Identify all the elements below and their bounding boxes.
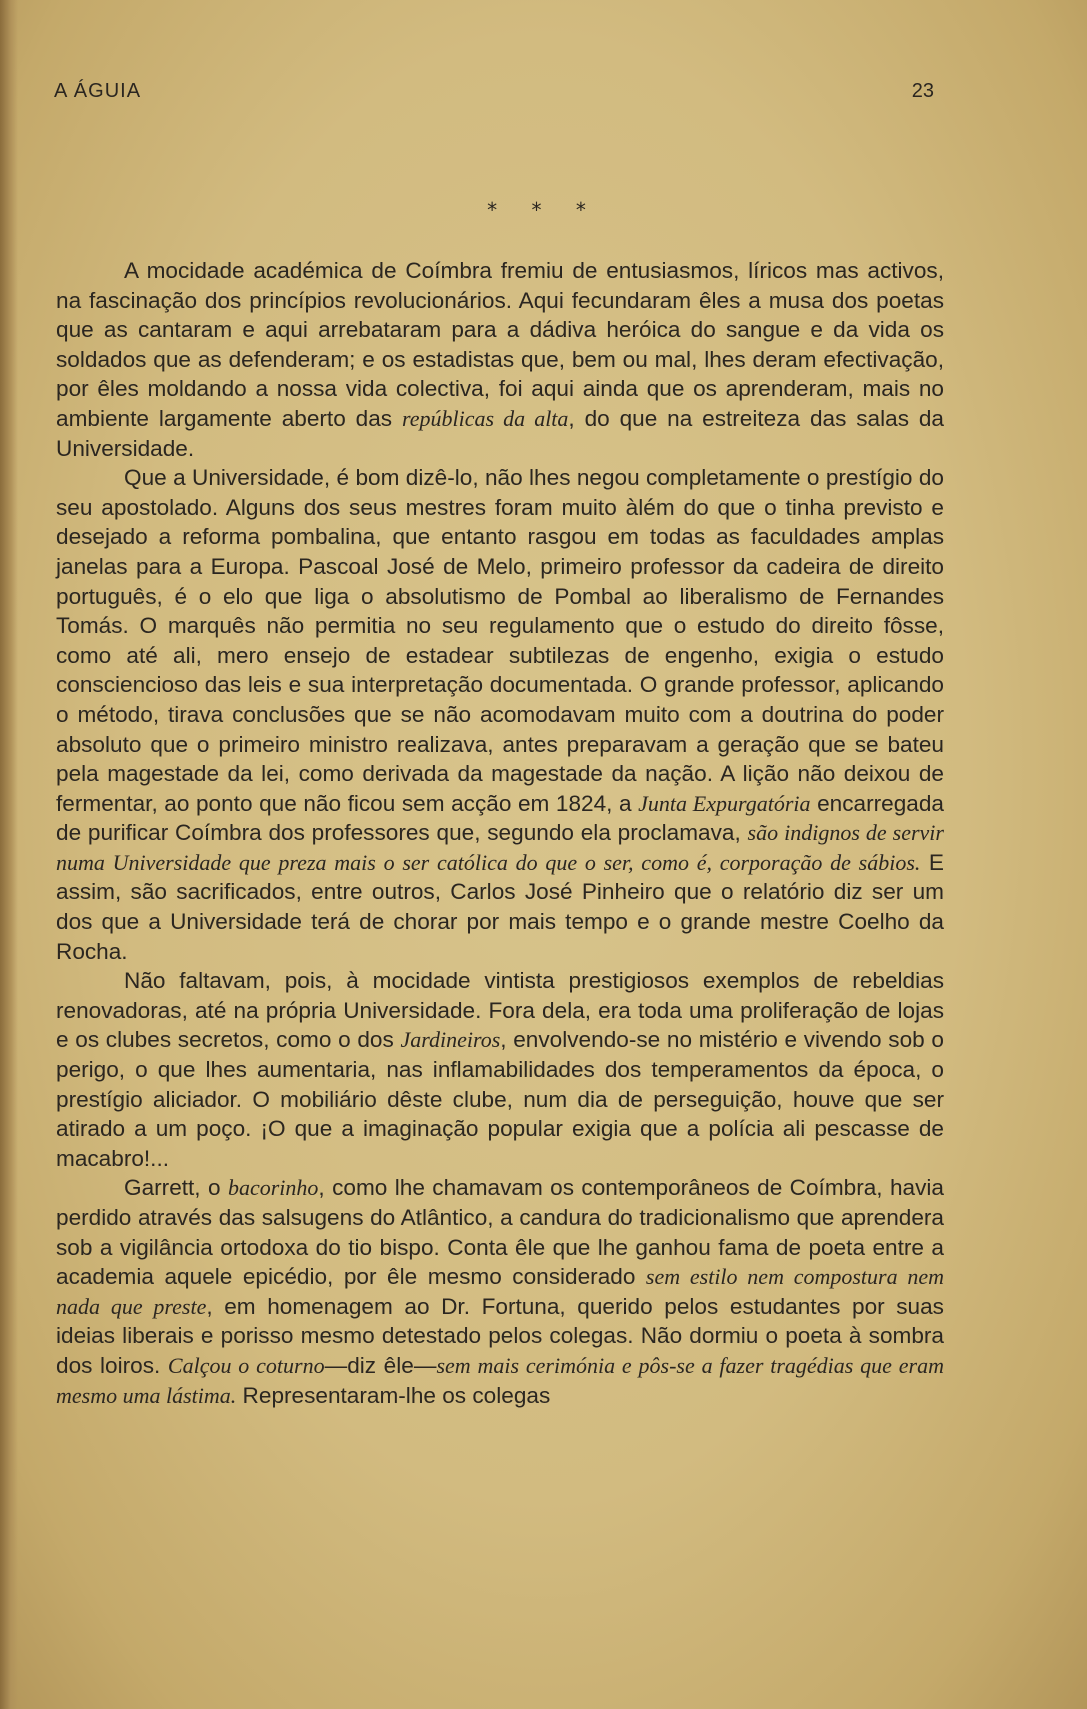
text-run: , em homenagem ao Dr. Fortuna, querido pelos estudantes por suas ideias liberais e porisso mesmo detestado pelos colegas. Não dormiu o poeta à sombra dos loiros.	[56, 1293, 944, 1378]
paragraph	[56, 463, 944, 966]
text-run: Garrett, o	[124, 1175, 228, 1201]
text-run: , como lhe chamavam os contemporâneos de Coímbra, havia perdido através das salsugens do Atlântico, a candura do tradicionalismo que aprendera sob a vigilância ortodoxa do tio bispo. Conta êle que lhe ganhou fama de poeta entre a academia aquele epicédio, por êle mesmo considerado	[56, 1175, 944, 1290]
paragraph	[56, 256, 944, 463]
text-run: —diz êle—	[324, 1352, 437, 1378]
page-binding-edge	[0, 0, 18, 1709]
body-text	[56, 256, 944, 1410]
paragraph	[56, 1173, 944, 1410]
italic-run: sem estilo nem compostura nem nada que preste	[56, 1264, 944, 1319]
text-run: encarregada de purificar Coímbra dos professores que, segundo ela proclamava,	[56, 790, 944, 846]
italic-run: repúblicas da alta	[401, 405, 569, 431]
page-number: 23	[911, 80, 934, 102]
section-separator: * * *	[487, 198, 600, 222]
text-run: Que a Universidade, é bom dizê-lo, não lhes negou completamente o prestígio do seu apostolado. Alguns dos seus mestres foram muito àlém do que o tinha previsto e desejado a reforma pombalina, que entanto rasgou em todas as faculdades amplas janelas para a Europa. Pascoal José de Melo, primeiro professor da cadeira de direito português, é o elo que liga o absolutismo de Pombal ao liberalismo de Fernandes Tomás. O marquês não permitia no seu regulamento que o estudo do direito fôsse, como até ali, mero ensejo de estadear subtilezas de engenho, exigia o estudo consciencioso das leis e sua interpretação documentada. O grande professor, aplicando o método, tirava conclusões que se não acomodavam muito com a doutrina do poder absoluto que o primeiro ministro realizava, antes preparavam a geração que se bateu pela magestade da lei, como derivada da magestade da nação. A lição não deixou de fermentar, ao ponto que não ficou sem acção em 1824, a	[56, 465, 944, 816]
italic-run: sem mais cerimónia e pôs-se a fazer tragédias que eram mesmo uma lástima.	[56, 1352, 944, 1408]
text-run: E assim, são sacrificados, entre outros, Carlos José Pinheiro que o relatório diz ser um dos que a Universidade terá de chorar por mais tempo e o grande mestre Coelho da Rocha.	[56, 849, 944, 964]
italic-run: Calçou o coturno	[167, 1352, 325, 1378]
paragraph	[56, 966, 944, 1173]
italic-run: bacorinho	[227, 1175, 319, 1201]
page-header	[54, 80, 934, 110]
text-run: A mocidade académica de Coímbra fremiu de entusiasmos, líricos mas activos, na fascinação dos princípios revolucionários. Aqui fecundaram êles a musa dos poetas que as cantaram e aqui arrebataram para a dádiva heróica do sangue e da vida os soldados que as defenderam; e os estadistas que, bem ou mal, lhes deram efectivação, por êles moldando a nossa vida colectiva, foi aqui ainda que os aprenderam, mais no ambiente largamente aberto das	[56, 258, 944, 431]
text-run: Representaram-lhe os colegas	[236, 1382, 551, 1408]
text-run: , envolvendo-se no mistério e vivendo sob o perigo, o que lhes aumentaria, nas inflamabilidades dos temperamentos da época, o prestígio aliciador. O mobiliário dêste clube, num dia de perseguição, houve que ser atirado a um poço. ¡O que a imaginação popular exigia que a polícia ali pescasse de macabro!...	[56, 1027, 944, 1171]
text-run: Não faltavam, pois, à mocidade vintista prestigiosos exemplos de rebeldias renovadoras, até na própria Universidade. Fora dela, era toda uma proliferação de lojas e os clubes secretos, como o dos	[56, 968, 944, 1053]
text-run: , do que na estreiteza das salas da Universidade.	[56, 405, 944, 461]
italic-run: Jardineiros	[400, 1027, 501, 1053]
italic-run: Junta Expurgatória	[638, 790, 811, 816]
italic-run: são indignos de servir numa Universidade que preza mais o ser católica do que o ser, como é, corporação de sábios.	[56, 820, 944, 875]
running-title: A ÁGUIA	[54, 80, 142, 102]
